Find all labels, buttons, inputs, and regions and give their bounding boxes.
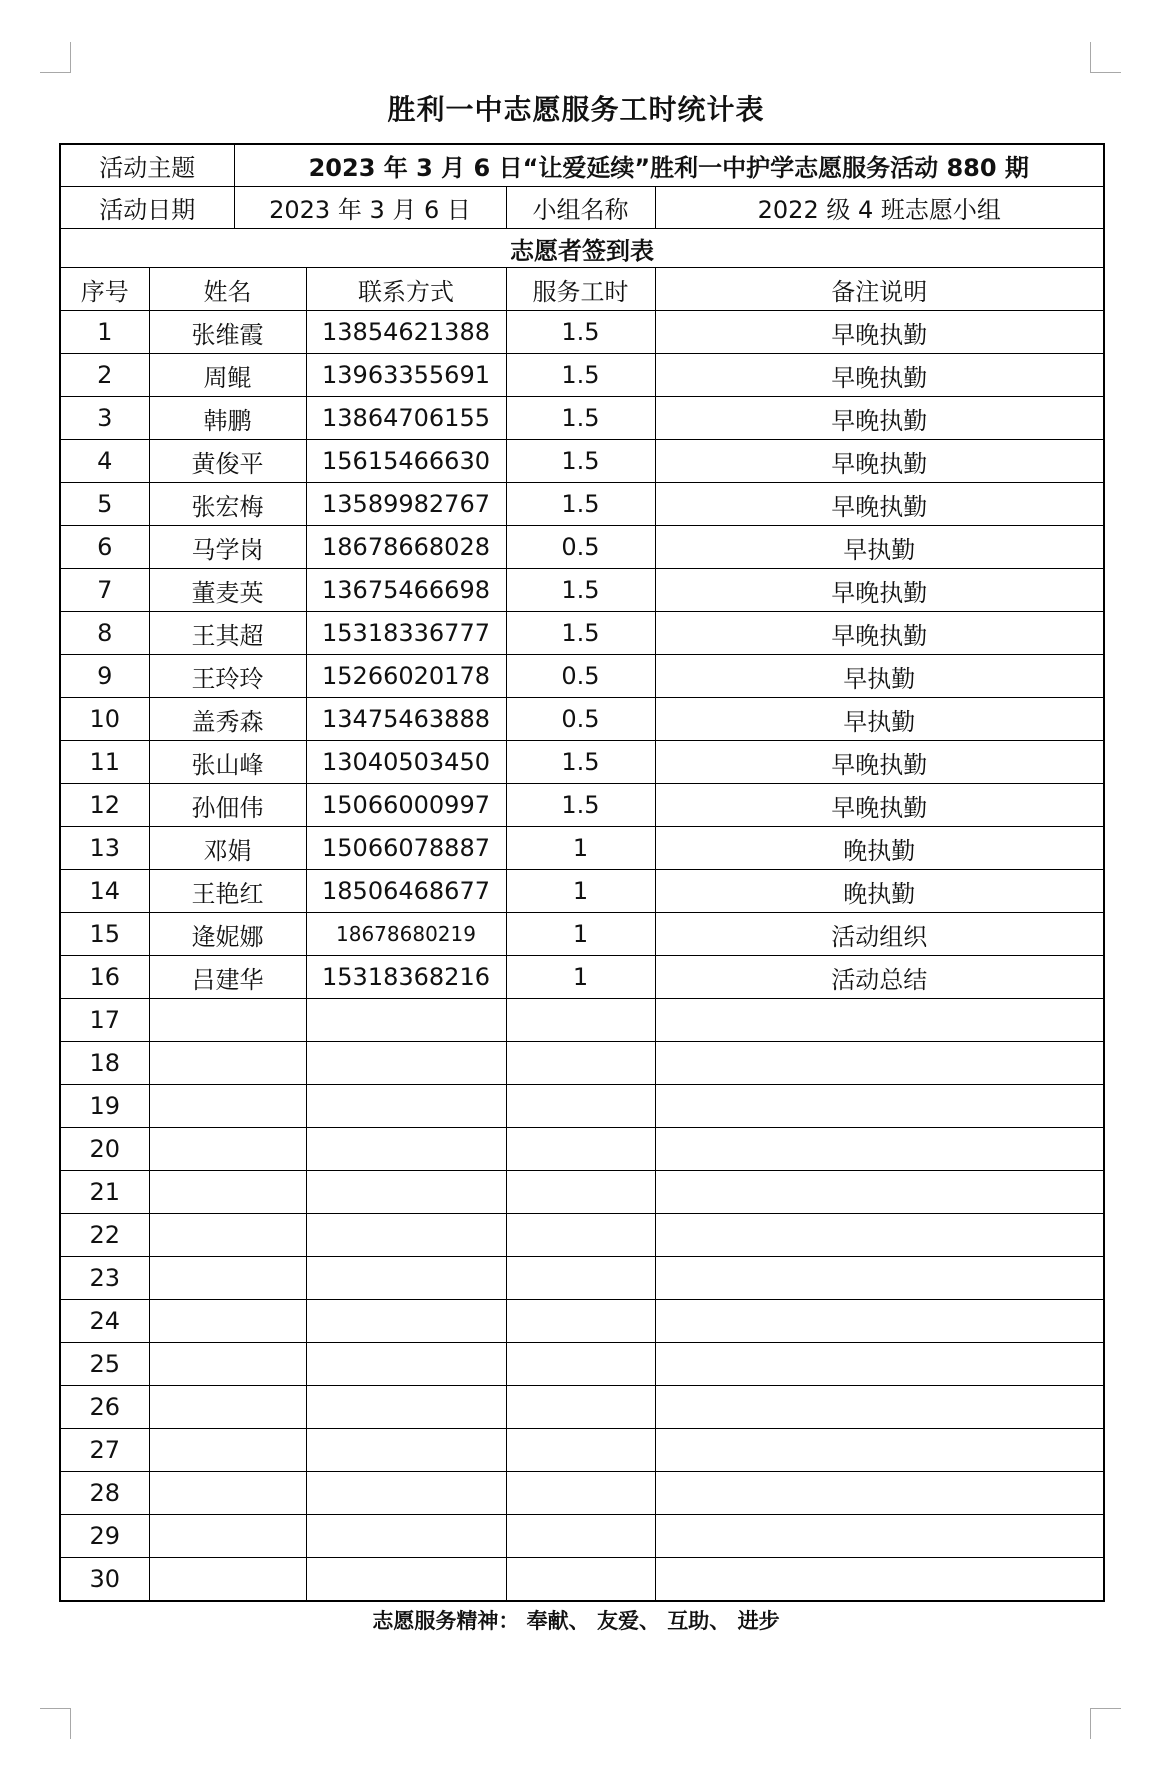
cell-note: 早晚执勤 [655,483,1104,526]
crop-mark-bottom-left [40,1708,71,1739]
cell-name: 黄俊平 [149,440,306,483]
page-title: 胜利一中志愿服务工时统计表 [387,93,765,126]
cell-hours: 0.5 [506,698,655,741]
cell-note: 早晚执勤 [655,440,1104,483]
cell-name: 王艳红 [149,870,306,913]
cell-no: 28 [60,1472,149,1515]
cell-phone: 13475463888 [306,698,506,741]
cell-phone: 13864706155 [306,397,506,440]
cell-no: 4 [60,440,149,483]
table-row [60,1171,1104,1214]
cell-phone [306,1042,506,1085]
cell-no: 17 [60,999,149,1042]
cell-hours: 1 [506,913,655,956]
cell-name [149,1558,306,1602]
cell-hours: 1.5 [506,311,655,354]
date-value: 2023 年 3 月 6 日 [234,187,506,229]
cell-no: 30 [60,1558,149,1602]
table-row [60,1128,1104,1171]
signin-title-row [60,229,1104,268]
table-row [60,870,1104,913]
cell-phone: 15066078887 [306,827,506,870]
cell-note: 早晚执勤 [655,397,1104,440]
cell-name [149,1128,306,1171]
table-row [60,612,1104,655]
cell-no: 12 [60,784,149,827]
cell-name: 张宏梅 [149,483,306,526]
cell-no: 20 [60,1128,149,1171]
table-row [60,1386,1104,1429]
cell-phone: 13963355691 [306,354,506,397]
column-header-note: 备注说明 [655,268,1104,311]
cell-hours [506,1386,655,1429]
signin-title: 志愿者签到表 [60,229,1104,268]
cell-note: 早晚执勤 [655,354,1104,397]
cell-note [655,1300,1104,1343]
cell-hours: 1.5 [506,612,655,655]
cell-hours [506,1558,655,1602]
cell-phone: 18678680219 [306,913,506,956]
column-header-phone: 联系方式 [306,268,506,311]
cell-name: 王玲玲 [149,655,306,698]
cell-note [655,1042,1104,1085]
cell-no: 9 [60,655,149,698]
cell-note [655,1171,1104,1214]
cell-note: 早执勤 [655,655,1104,698]
cell-note: 早晚执勤 [655,612,1104,655]
cell-phone [306,1171,506,1214]
cell-note [655,1472,1104,1515]
cell-no: 3 [60,397,149,440]
cell-name: 马学岗 [149,526,306,569]
column-header-no: 序号 [60,268,149,311]
cell-phone [306,1472,506,1515]
table-row [60,1214,1104,1257]
cell-phone: 15318368216 [306,956,506,999]
cell-phone: 15615466630 [306,440,506,483]
table-row [60,1042,1104,1085]
cell-phone: 13040503450 [306,741,506,784]
table-row [60,1300,1104,1343]
cell-note [655,1128,1104,1171]
cell-phone: 13854621388 [306,311,506,354]
cell-hours: 1.5 [506,440,655,483]
cell-no: 22 [60,1214,149,1257]
cell-hours [506,1171,655,1214]
table-row [60,784,1104,827]
cell-no: 15 [60,913,149,956]
cell-hours [506,1515,655,1558]
cell-note [655,999,1104,1042]
cell-phone [306,1128,506,1171]
cell-no: 6 [60,526,149,569]
cell-note [655,1257,1104,1300]
cell-name: 韩鹏 [149,397,306,440]
column-header-name: 姓名 [149,268,306,311]
table-row [60,1085,1104,1128]
cell-note: 早晚执勤 [655,569,1104,612]
table-row [60,440,1104,483]
cell-hours: 1 [506,870,655,913]
cell-name: 吕建华 [149,956,306,999]
cell-name: 盖秀森 [149,698,306,741]
table-row [60,397,1104,440]
column-header-hours: 服务工时 [506,268,655,311]
cell-name [149,999,306,1042]
cell-name: 王其超 [149,612,306,655]
cell-name: 张山峰 [149,741,306,784]
table-row [60,1472,1104,1515]
cell-no: 2 [60,354,149,397]
cell-no: 14 [60,870,149,913]
cell-name: 邓娟 [149,827,306,870]
group-value: 2022 级 4 班志愿小组 [655,187,1104,229]
date-row [60,187,1104,229]
cell-name: 张维霞 [149,311,306,354]
cell-hours [506,1042,655,1085]
volunteer-spirit-footer: 志愿服务精神： 奉献、 友爱、 互助、 进步 [372,1609,780,1633]
cell-no: 29 [60,1515,149,1558]
table-row [60,655,1104,698]
table-row [60,483,1104,526]
cell-name [149,1515,306,1558]
table-row [60,698,1104,741]
cell-no: 27 [60,1429,149,1472]
cell-phone: 13589982767 [306,483,506,526]
table-row [60,913,1104,956]
cell-hours [506,1300,655,1343]
table-row [60,999,1104,1042]
cell-note: 早执勤 [655,698,1104,741]
cell-name: 孙佃伟 [149,784,306,827]
cell-note [655,1558,1104,1602]
cell-name [149,1171,306,1214]
cell-no: 11 [60,741,149,784]
cell-note [655,1515,1104,1558]
cell-name [149,1214,306,1257]
cell-note [655,1214,1104,1257]
cell-note: 早执勤 [655,526,1104,569]
cell-note: 早晚执勤 [655,784,1104,827]
cell-phone [306,1386,506,1429]
cell-hours [506,1128,655,1171]
cell-no: 25 [60,1343,149,1386]
table-row [60,1343,1104,1386]
cell-no: 8 [60,612,149,655]
cell-name [149,1300,306,1343]
cell-hours: 1 [506,956,655,999]
cell-phone [306,1558,506,1602]
cell-name: 逄妮娜 [149,913,306,956]
cell-hours: 0.5 [506,655,655,698]
crop-mark-bottom-right [1090,1708,1121,1739]
cell-phone [306,1429,506,1472]
theme-label: 活动主题 [60,144,234,187]
cell-no: 23 [60,1257,149,1300]
cell-phone [306,999,506,1042]
cell-phone: 13675466698 [306,569,506,612]
crop-mark-top-left [40,42,71,73]
cell-note [655,1343,1104,1386]
table-row [60,956,1104,999]
cell-no: 7 [60,569,149,612]
group-label: 小组名称 [506,187,655,229]
cell-hours [506,1343,655,1386]
cell-phone [306,1085,506,1128]
cell-hours: 0.5 [506,526,655,569]
table-row [60,827,1104,870]
cell-hours [506,1257,655,1300]
cell-name [149,1343,306,1386]
cell-no: 18 [60,1042,149,1085]
cell-note [655,1386,1104,1429]
cell-phone: 18506468677 [306,870,506,913]
cell-hours: 1 [506,827,655,870]
cell-hours [506,1429,655,1472]
cell-note [655,1085,1104,1128]
cell-name [149,1386,306,1429]
table-row [60,526,1104,569]
cell-phone: 15318336777 [306,612,506,655]
cell-phone [306,1214,506,1257]
cell-no: 21 [60,1171,149,1214]
cell-phone: 15266020178 [306,655,506,698]
cell-hours [506,1085,655,1128]
table-row [60,311,1104,354]
cell-hours [506,1214,655,1257]
cell-no: 19 [60,1085,149,1128]
cell-note: 晚执勤 [655,827,1104,870]
table-row [60,1429,1104,1472]
date-label: 活动日期 [60,187,234,229]
cell-name [149,1085,306,1128]
cell-hours: 1.5 [506,397,655,440]
cell-no: 26 [60,1386,149,1429]
cell-hours [506,1472,655,1515]
cell-no: 16 [60,956,149,999]
cell-phone [306,1343,506,1386]
cell-hours: 1.5 [506,784,655,827]
cell-hours: 1.5 [506,741,655,784]
table-row [60,741,1104,784]
cell-name: 周鲲 [149,354,306,397]
crop-mark-top-right [1090,42,1121,73]
cell-no: 24 [60,1300,149,1343]
cell-name [149,1472,306,1515]
cell-name [149,1429,306,1472]
cell-note: 晚执勤 [655,870,1104,913]
cell-hours: 1.5 [506,354,655,397]
table-row [60,1257,1104,1300]
table-row [60,1558,1104,1602]
cell-hours [506,999,655,1042]
cell-phone [306,1300,506,1343]
theme-row [60,144,1104,187]
cell-name [149,1042,306,1085]
table-row [60,569,1104,612]
cell-phone [306,1515,506,1558]
cell-phone: 18678668028 [306,526,506,569]
cell-no: 13 [60,827,149,870]
cell-hours: 1.5 [506,483,655,526]
cell-no: 5 [60,483,149,526]
cell-note: 活动总结 [655,956,1104,999]
cell-no: 10 [60,698,149,741]
cell-note: 活动组织 [655,913,1104,956]
table-row [60,1515,1104,1558]
cell-phone [306,1257,506,1300]
cell-note [655,1429,1104,1472]
table-row [60,354,1104,397]
cell-note: 早晚执勤 [655,311,1104,354]
cell-name: 董麦英 [149,569,306,612]
theme-value: 2023 年 3 月 6 日“让爱延续”胜利一中护学志愿服务活动 880 期 [234,144,1104,187]
cell-name [149,1257,306,1300]
cell-hours: 1.5 [506,569,655,612]
cell-no: 1 [60,311,149,354]
volunteer-hours-table [59,143,1105,1602]
cell-phone: 15066000997 [306,784,506,827]
column-header-row [60,268,1104,311]
cell-note: 早晚执勤 [655,741,1104,784]
